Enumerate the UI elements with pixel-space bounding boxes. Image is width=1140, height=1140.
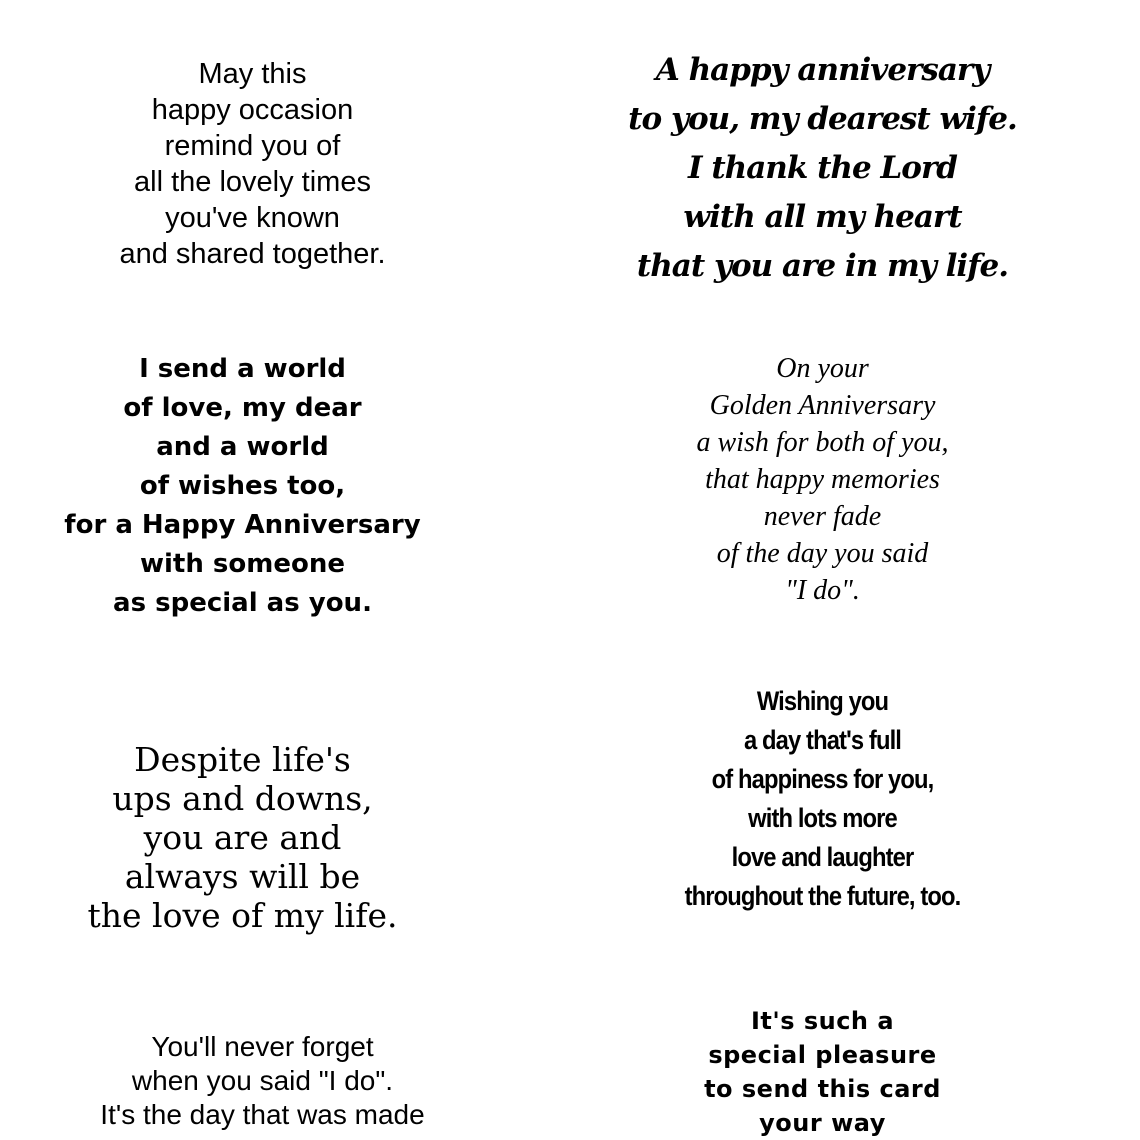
verse-line: A happy anniversary bbox=[655, 52, 990, 88]
verse-line: Despite life's bbox=[134, 740, 351, 779]
verse-line: of happiness for you, bbox=[711, 764, 934, 794]
verse-line: all the lovely times bbox=[134, 166, 371, 198]
verse-line: for a Happy Anniversary bbox=[64, 510, 421, 540]
verse-line: throughout the future, too. bbox=[684, 881, 961, 911]
verse-line: a day that's full bbox=[743, 725, 902, 755]
verse-5 bbox=[40, 740, 445, 935]
verse-line: when you said "I do". bbox=[131, 1065, 394, 1096]
verse-1 bbox=[50, 56, 455, 272]
verse-line: with someone bbox=[140, 549, 345, 579]
verse-line: I thank the Lord bbox=[688, 150, 957, 186]
verse-line: to send this card bbox=[704, 1075, 941, 1103]
verse-4 bbox=[620, 350, 1025, 609]
verse-line: with all my heart bbox=[683, 199, 962, 235]
verse-line: "I do". bbox=[785, 575, 860, 606]
verse-line: your way bbox=[759, 1109, 886, 1137]
verse-line: as special as you. bbox=[113, 588, 372, 618]
verse-line: the love of my life. bbox=[87, 896, 398, 935]
verse-line: and a world bbox=[156, 432, 329, 462]
verse-line: ups and downs, bbox=[112, 779, 373, 818]
verse-3 bbox=[40, 350, 445, 623]
verse-2 bbox=[620, 46, 1025, 291]
verse-line: love and laughter bbox=[731, 842, 914, 872]
verse-line: remind you of bbox=[164, 130, 341, 162]
verse-line: never fade bbox=[763, 501, 882, 532]
verse-line: and shared together. bbox=[119, 238, 386, 270]
verse-6 bbox=[644, 682, 1000, 916]
verse-line: that you are in my life. bbox=[636, 248, 1009, 284]
verse-line: special pleasure bbox=[708, 1041, 937, 1069]
verse-line: I send a world bbox=[139, 354, 346, 384]
verse-line: that happy memories bbox=[705, 464, 940, 495]
verse-line: Golden Anniversary bbox=[709, 390, 936, 421]
verse-line: you've known bbox=[165, 202, 340, 234]
verse-line: Wishing you bbox=[756, 686, 889, 716]
verse-line: you are and bbox=[143, 818, 342, 857]
verse-line: to you, my dearest wife. bbox=[628, 101, 1017, 137]
verse-line: of love, my dear bbox=[123, 393, 362, 423]
verse-line: with lots more bbox=[748, 803, 897, 833]
verse-7 bbox=[60, 1030, 465, 1132]
verse-line: It's the day that was made bbox=[100, 1099, 425, 1130]
verse-8 bbox=[620, 1004, 1025, 1140]
verse-line: of wishes too, bbox=[139, 471, 346, 501]
verse-line: On your bbox=[776, 353, 869, 384]
verse-line: It's such a bbox=[750, 1007, 895, 1035]
verse-line: happy occasion bbox=[151, 94, 354, 126]
verse-line: May this bbox=[198, 58, 307, 90]
verse-line: always will be bbox=[124, 857, 361, 896]
verse-line: a wish for both of you, bbox=[696, 427, 949, 458]
verse-line: of the day you said bbox=[716, 538, 929, 569]
verse-line: You'll never forget bbox=[151, 1031, 374, 1062]
